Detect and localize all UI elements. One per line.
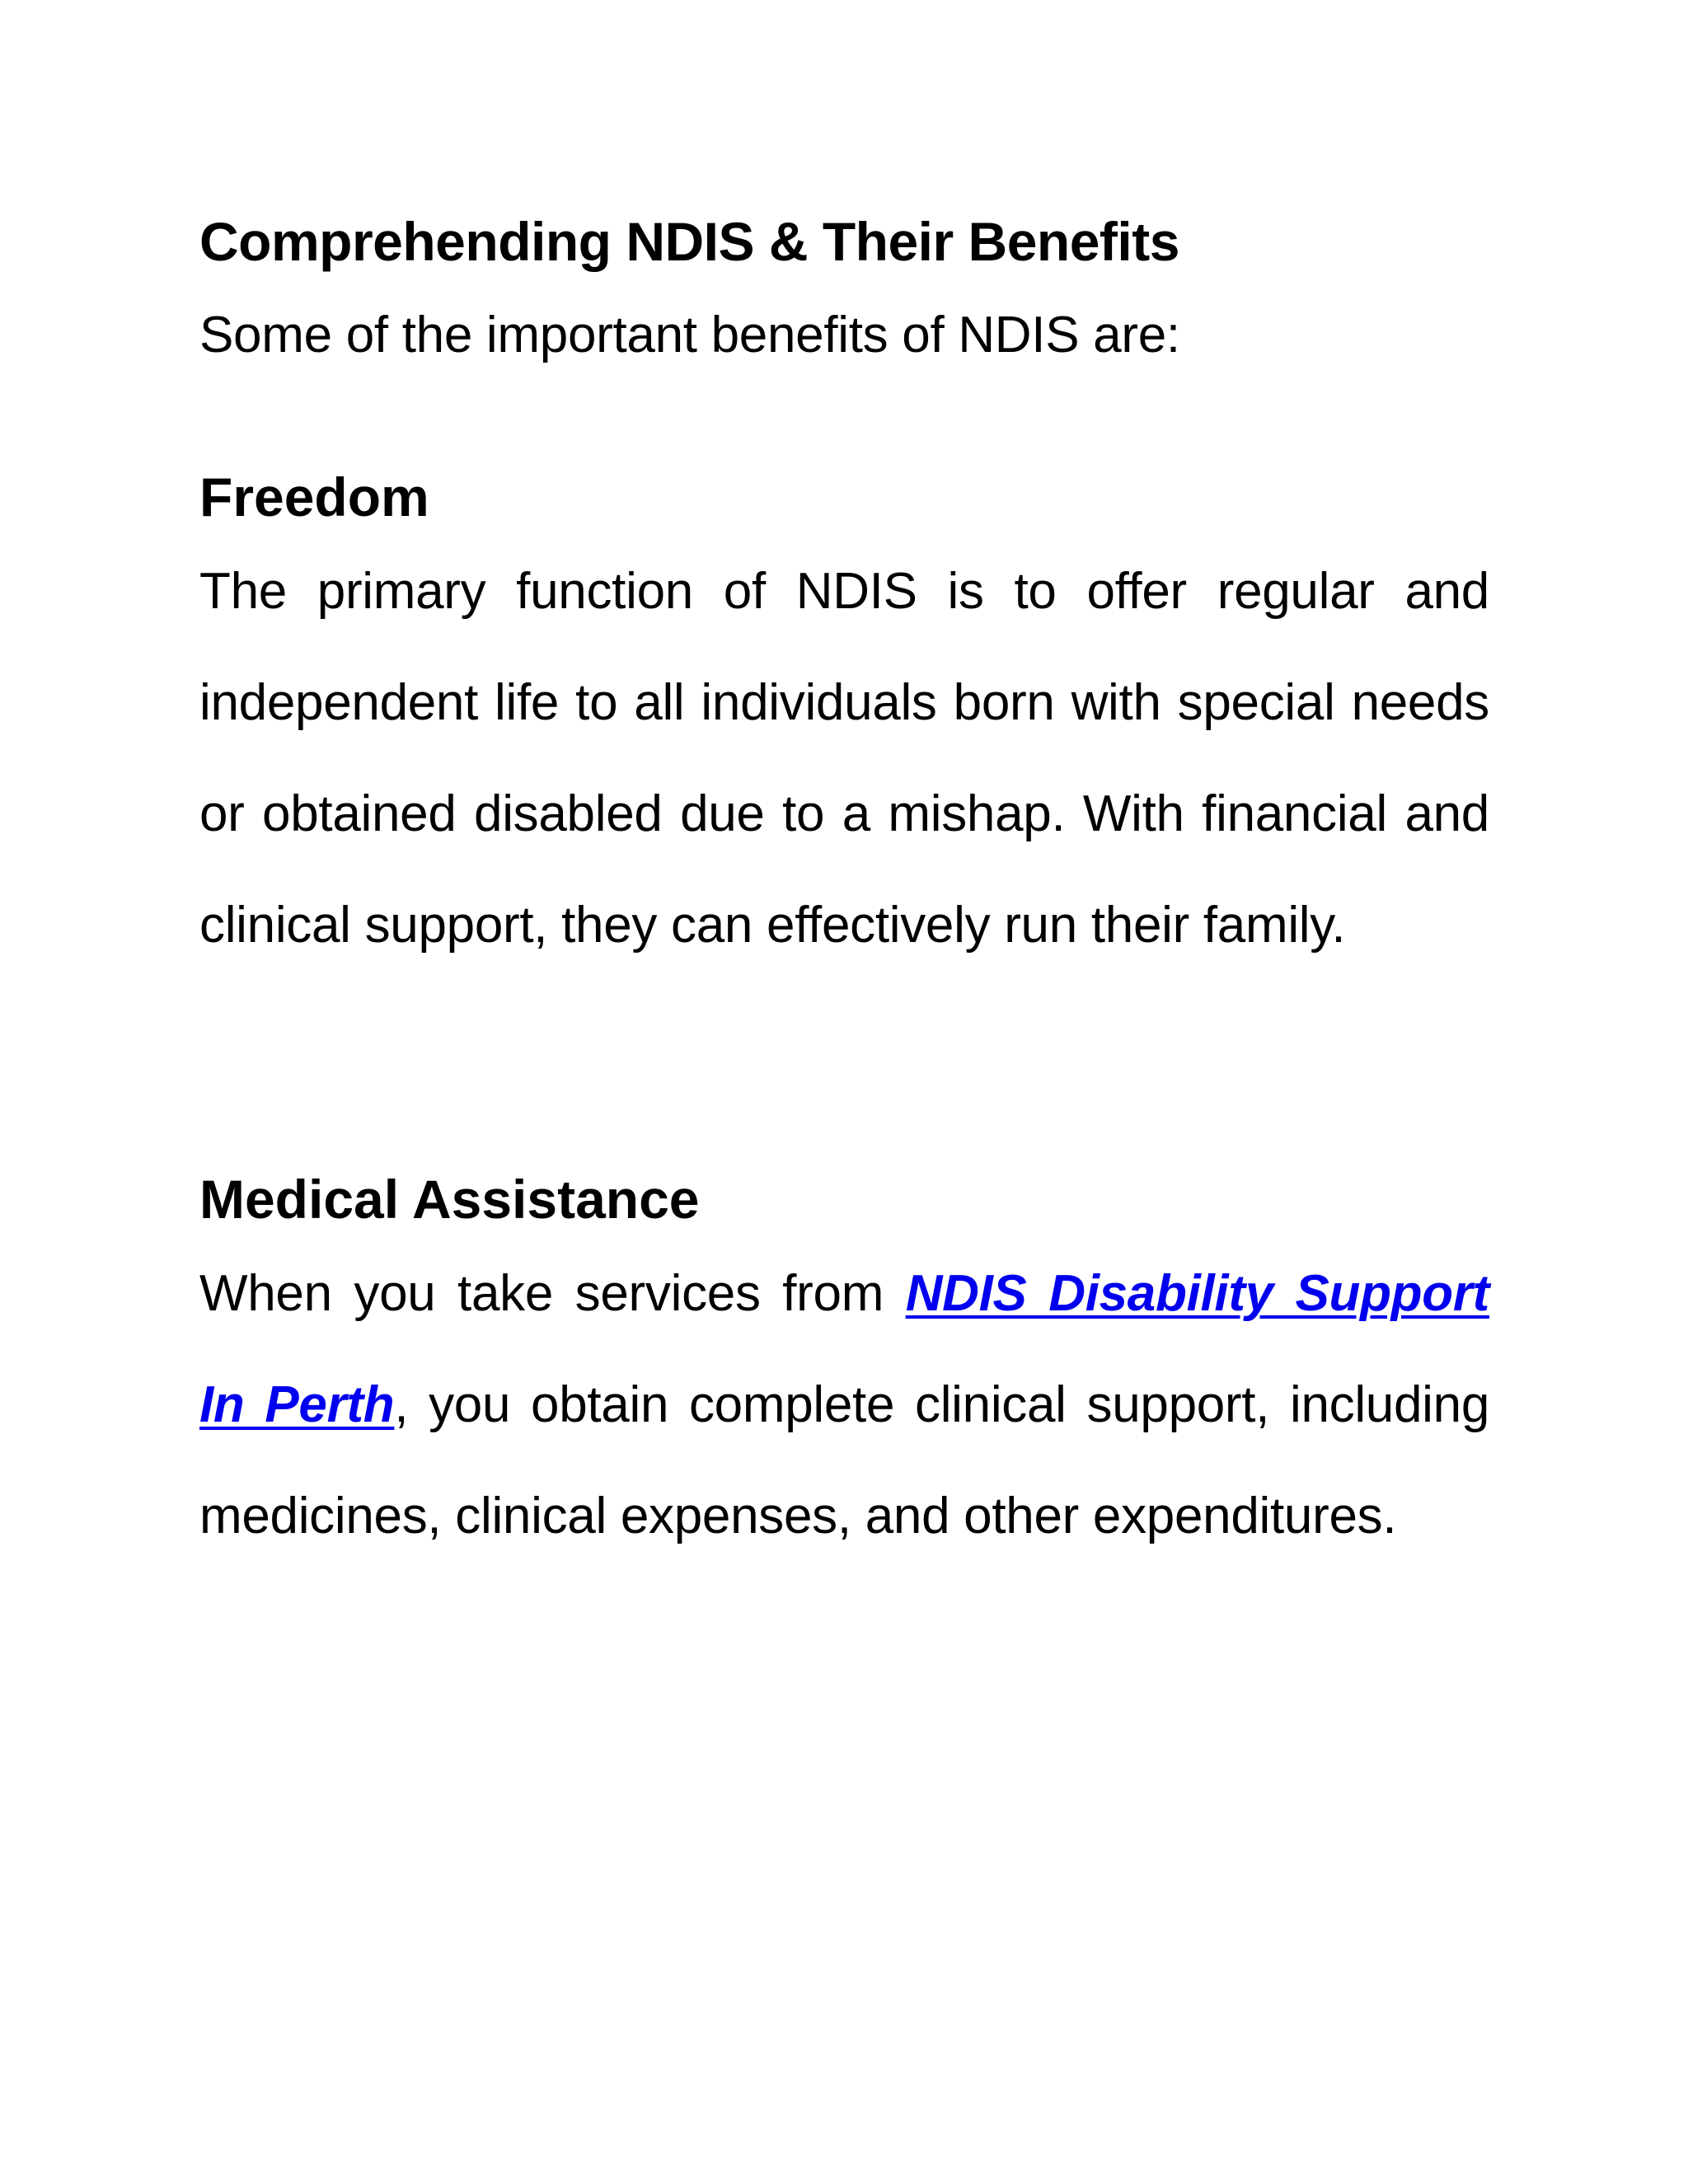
document-title: Comprehending NDIS & Their Benefits	[199, 211, 1179, 272]
medical-body-after-link: , you obtain complete clinical support, including medicines, clinical expenses, and other expenditures.	[199, 1376, 1490, 1544]
ndis-disability-support-link[interactable]: NDIS Disability Support In Perth	[199, 1265, 1490, 1433]
section-body-medical-assistance	[199, 1238, 1489, 1572]
section-heading-freedom: Freedom	[199, 466, 429, 527]
section-heading-medical-assistance: Medical Assistance	[199, 1169, 700, 1230]
section-body-freedom: The primary function of NDIS is to offer regular and independent life to all individuals born with special needs or obtained disabled due to a mishap. With financial and clinical support, they can effectively run their family.	[199, 563, 1489, 954]
intro-text: Some of the important benefits of NDIS are:	[199, 307, 1180, 363]
medical-body-before-link: When you take services from	[199, 1265, 906, 1322]
